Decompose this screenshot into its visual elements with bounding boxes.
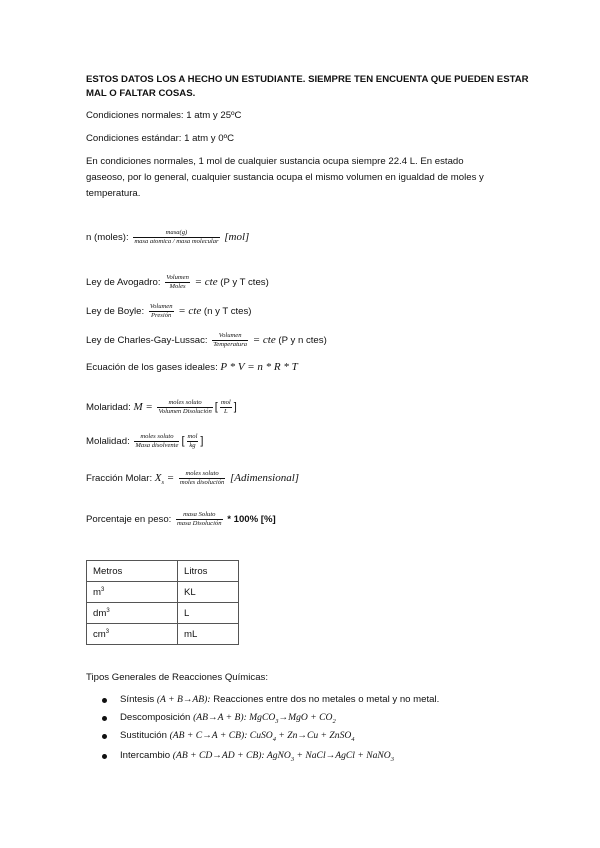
weight-percent-numerator: masa Soluto [176,511,223,520]
weight-percent-formula [86,511,276,528]
standard-conditions: Condiciones estándar: 1 atm y 0ºC [86,133,235,144]
molality-unit [187,433,199,450]
table-header-row [87,561,239,582]
boyle-equals: = cte [178,305,202,318]
mole-fraction-formula [86,470,299,491]
normal-conditions: Condiciones normales: 1 atm y 25ºC [86,110,242,121]
mole-fraction-subscript: s [161,479,165,487]
molarity-symbol: M = [133,401,153,414]
molality-unit-num: mol [187,433,198,440]
molarity-unit-den: L [223,408,228,415]
warning-line-1: ESTOS DATOS LOS A HECHO UN ESTUDIANTE. SIEMPRE TEN ENCUENTA QUE PUEDEN ESTAR [86,74,529,85]
table-row [87,624,239,645]
table-header-litros: Litros [178,561,239,582]
table-cell-litros: L [178,603,239,624]
avogadro-numerator: Volumen [166,274,189,281]
molality-label: Molalidad: [86,436,130,448]
charles-label: Ley de Charles-Gay-Lussac: [86,335,208,347]
paragraph-line-1: En condiciones normales, 1 mol de cualquier sustancia ocupa siempre 22.4 L. En estado [86,156,464,167]
boyle-denominator: Presión [151,312,172,319]
moles-label: n (moles): [86,232,129,244]
boyle-numerator: Volumen [149,303,173,310]
charles-fraction [212,332,248,349]
moles-fraction [133,229,219,246]
molality-formula: Molalidad: $\frac{\text{moles soluto}}{\text{Masa disolvente}}$ [ $\frac{\text{mol}}{kg}$ ] [86,433,204,449]
mole-fraction-label: Fracción Molar: [86,473,153,485]
bullet-icon [102,716,107,721]
boyle-law [86,303,252,320]
table-cell-litros: KL [178,582,239,603]
charles-conditions: (P y n ctes) [278,335,327,347]
mole-fraction-numerator: moles soluto [179,470,226,479]
charles-denominator: Temperatura [213,341,248,348]
avogadro-equals: = cte [194,276,218,289]
ideal-gas-equation: P * V = n * R * T [220,361,298,373]
table-header-metros: Metros [87,561,178,582]
avogadro-denominator: Moles [169,283,186,290]
boyle-label: Ley de Boyle: [86,306,145,318]
table-cell-metros: $m^3$ [87,582,178,603]
mole-fraction-symbol: X [154,472,162,485]
paragraph-line-3: temperatura. [86,188,141,199]
molarity-unit-num: mol [220,399,231,406]
list-item: Intercambio (AB + CD→AD + CB): AgNO$_3$ + NaCl→AgCl + NaNO$_3$ [104,748,394,768]
molality-denominator: Masa disolvente [135,442,179,449]
mole-fraction-equals: = [166,472,175,485]
bullet-icon [102,754,107,759]
warning-line-2: MAL O FALTAR COSAS. [86,88,196,99]
avogadro-label: Ley de Avogadro: [86,277,161,289]
ideal-gas-label: Ecuación de los gases ideales: [86,362,218,373]
mole-fraction-unit: [Adimensional] [230,472,300,485]
bullet-icon [102,734,107,739]
weight-percent-tail: * 100% [%] [227,514,276,526]
unit-conversion-table [86,560,239,645]
list-item: Síntesis (A + B→AB): Reacciones entre dos no metales o metal y no metal. [104,692,439,708]
table-row [87,582,239,603]
list-item: Sustitución (AB + C→A + CB): CuSO$_4$ + Zn→Cu + ZnSO$_4$ [104,728,355,748]
table-cell-metros: $dm^3$ [87,603,178,624]
molality-numerator: moles soluto [134,433,179,442]
boyle-fraction [149,303,174,320]
weight-percent-denominator: masa Disolución [177,520,222,527]
weight-percent-label: Porcentaje en peso: [86,514,172,526]
mole-fraction-denominator: moles disolución [179,479,225,486]
list-item: Descomposición (AB→A + B): MgCO$_3$→MgO + $CO_2$ [104,710,336,730]
molality-fraction [134,433,179,450]
molarity-label: Molaridad: [86,402,131,414]
table-row [87,603,239,624]
table-cell-metros: $cm^3$ [87,624,178,645]
charles-numerator: Volumen [212,332,248,341]
ideal-gas-law [86,359,298,376]
molarity-numerator: moles soluto [157,399,212,408]
weight-percent-fraction [176,511,223,528]
moles-numerator: masa(g) [133,229,219,238]
avogadro-law [86,274,269,291]
reactions-title: Tipos Generales de Reacciones Químicas: [86,672,269,683]
bullet-icon [102,698,107,703]
boyle-conditions: (n y T ctes) [203,306,252,318]
table-cell-litros: mL [178,624,239,645]
avogadro-fraction [165,274,190,291]
molarity-denominator: Volumen Disolución [158,408,212,415]
moles-denominator: masa atomica / masa molecular [134,238,219,245]
molality-unit-den: kg [189,442,196,449]
charles-law [86,332,327,349]
paragraph-line-2: gaseoso, por lo general, cualquier sustancia ocupa el mismo volumen en igualdad de moles y [86,172,484,183]
moles-unit: [mol] [224,231,250,244]
moles-formula [86,229,249,246]
molarity-unit [220,399,232,416]
avogadro-conditions: (P y T ctes) [220,277,269,289]
molarity-fraction [157,399,212,416]
charles-equals: = cte [252,334,276,347]
molarity-formula: Molaridad: M = $\frac{\text{moles soluto}}{\text{Volumen Disolución}}$ [ $\frac{\text{mol}}{L}$ ] [86,399,237,415]
mole-fraction-fraction [179,470,226,487]
